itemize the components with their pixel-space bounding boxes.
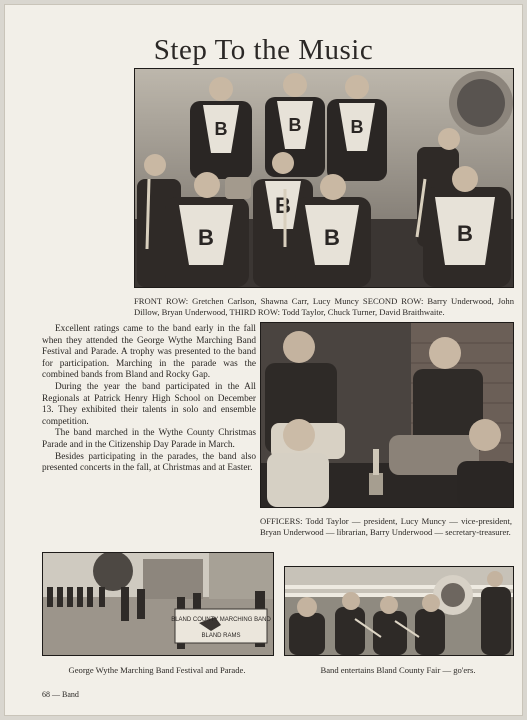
officers-caption: OFFICERS: Todd Taylor — president, Lucy Muncy — vice-president, Bryan Underwood — librarian, Barry Underwood — secretary-treasurer. [260,516,512,537]
uniform-letter: B [350,117,364,137]
parade-photo-image [43,553,273,655]
page-folio: 68 — Band [42,690,79,699]
body-paragraph: Excellent ratings came to the band early in the fall when they attended the George Wythe Marching Band Festival and Parade. A trophy was presented to the band for participation. Marching in the parade was the combined bands from Bland and Rocky Gap. [42,324,256,381]
parade-banner-text: BLAND RAMS [201,633,241,639]
uniform-letter: B [288,115,302,135]
body-paragraph: During the year the band participated in the All Regionals at Patrick Henry High School on December 13. They exhibited their talents in solo and ensemble competition. [42,381,256,427]
band-group-photo-image [135,69,513,287]
parade-caption: George Wythe Marching Band Festival and Parade. [68,665,246,675]
body-paragraph: Besides participating in the parades, the band also presented concerts in the fall, at Christmas and at Easter. [42,451,256,474]
band-group-photo [134,68,514,288]
uniform-letter: B [198,225,214,250]
officers-photo-image [261,323,513,507]
uniform-letter: B [457,221,473,246]
uniform-letter: B [324,225,340,250]
page-title: Step To the Music [153,34,374,66]
yearbook-page [4,4,523,716]
officers-photo [260,322,514,508]
uniform-letter: B [275,193,291,218]
article-body [42,324,256,475]
body-paragraph: The band marched in the Wythe County Christmas Parade and in the Citizenship Day Parade in March. [42,428,256,450]
uniform-letter: B [214,119,228,139]
fair-caption: Band entertains Bland County Fair — go'ers. [320,665,476,675]
parade-photo [42,552,274,656]
parade-banner-text: BLAND COUNTY MARCHING BAND [171,617,271,623]
fair-photo-image [285,567,513,655]
group-photo-caption: FRONT ROW: Gretchen Carlson, Shawna Carr, Lucy Muncy SECOND ROW: Barry Underwood, John Dillow, Bryan Underwood, THIRD ROW: Todd Taylor, Chuck Turner, David Braithwaite. [134,296,514,317]
fair-photo [284,566,514,656]
